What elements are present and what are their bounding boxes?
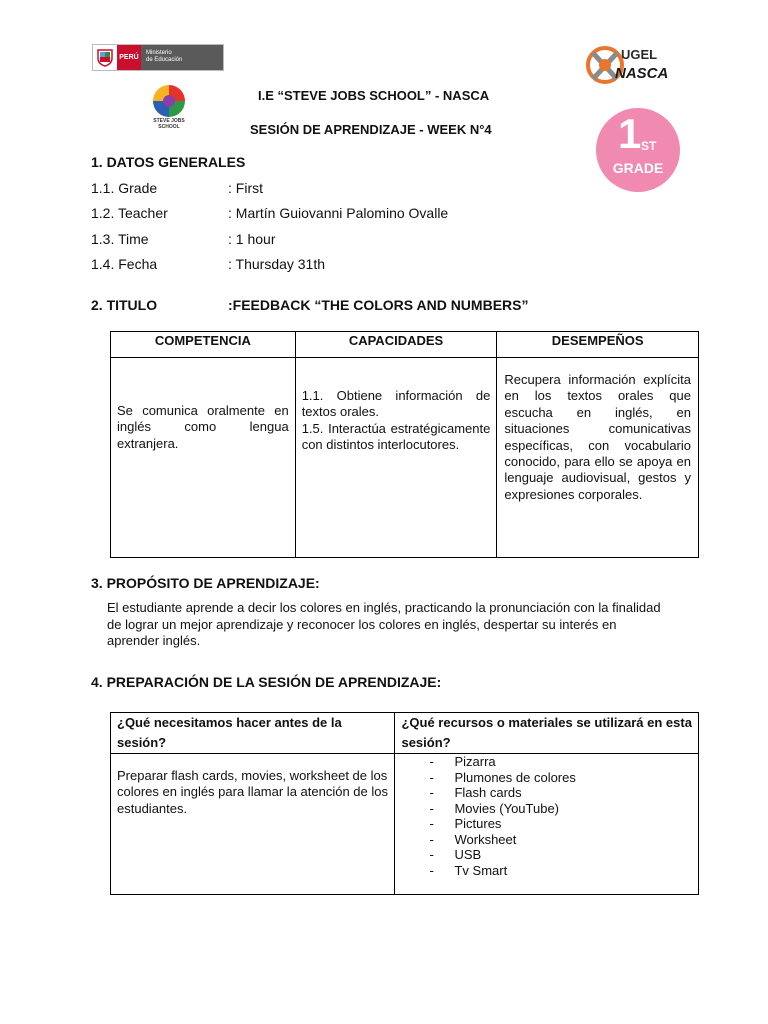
fecha-value: : Thursday 31th [228, 256, 326, 272]
competencia-cell [111, 358, 296, 558]
time-label: 1.3. Time [91, 231, 149, 247]
nasca-text: NASCA [615, 65, 669, 82]
steve-jobs-school-logo [148, 84, 190, 132]
competencias-table [110, 331, 699, 558]
session-title: SESIÓN DE APRENDIZAJE - WEEK N°4 [250, 122, 492, 137]
resource-item: - Pizarra [401, 754, 692, 770]
resources-list [401, 754, 692, 878]
grade-label: 1.1. Grade [91, 180, 158, 196]
peru-shield-icon [93, 45, 117, 70]
resource-item: - USB [401, 847, 692, 863]
teacher-value: : Martín Guiovanni Palomino Ovalle [228, 205, 449, 221]
header-competencia: COMPETENCIA [111, 332, 296, 358]
desempenos-text: Recupera información explícita en los textos orales que escucha en inglés, en situaciones comunicativas específicas, con vocabulario conocido, para ello se apoya en lenguaje audiovisual, gestos y expresiones corporales. [504, 372, 691, 502]
resource-item: - Flash cards [401, 785, 692, 801]
datos-generales-heading: 1. DATOS GENERALES [91, 154, 246, 170]
peru-label: PERÚ [117, 45, 141, 70]
ministry-line-1: Ministerio [146, 50, 172, 56]
ministry-label [141, 45, 223, 70]
fecha-label: 1.4. Fecha [91, 256, 158, 272]
prep-antes-cell [111, 754, 395, 895]
preparacion-heading: 4. PREPARACIÓN DE LA SESIÓN DE APRENDIZAJE: [91, 674, 442, 690]
prep-header-antes: ¿Qué necesitamos hacer antes de la sesión? [111, 713, 395, 754]
header-desempenos: DESEMPEÑOS [497, 332, 699, 358]
first-grade-badge [596, 108, 680, 192]
titulo-label: 2. TITULO [91, 297, 158, 313]
titulo-value: :FEEDBACK “THE COLORS AND NUMBERS” [228, 297, 529, 313]
desempenos-cell [497, 358, 699, 558]
teacher-label: 1.2. Teacher [91, 205, 168, 221]
school-logo-caption: STEVE JOBS SCHOOL [153, 118, 185, 130]
ugel-nasca-logo [585, 43, 675, 88]
capacidad-2-text: 1.5. Interactúa estratégicamente con distintos interlocutores. [301, 420, 491, 453]
capacidades-cell [295, 358, 497, 558]
prep-header-recursos: ¿Qué recursos o materiales se utilizará en esta sesión? [395, 713, 699, 754]
capacidad-1-text: 1.1. Obtiene información de textos orales. [301, 388, 491, 420]
time-value: : 1 hour [228, 231, 276, 247]
prep-recursos-cell [395, 754, 699, 895]
competencia-text: Se comunica oralmente en inglés como lengua extranjera. [117, 403, 289, 451]
proposito-text: El estudiante aprende a decir los colores en inglés, practicando la pronunciación con la finalidad de lograr un mejor aprendizaje y reconocer los colores en inglés, despertar su interés en aprender inglés. [107, 600, 661, 648]
prep-antes-text: Preparar flash cards, movies, worksheet de los colores en inglés para llamar la atención de los estudiantes. [117, 768, 388, 816]
resource-item: - Plumones de colores [401, 770, 692, 786]
resource-item: - Tv Smart [401, 863, 692, 879]
grade-value: : First [228, 180, 263, 196]
header-capacidades: CAPACIDADES [295, 332, 497, 358]
ministry-line-2: de Educación [146, 57, 183, 63]
grade-suffix: ST [641, 139, 657, 153]
grade-word: GRADE [612, 160, 664, 176]
ministerio-educacion-logo [92, 44, 224, 71]
ugel-text: UGEL [621, 47, 658, 62]
school-emblem-icon [152, 84, 186, 118]
school-title: I.E “STEVE JOBS SCHOOL” - NASCA [258, 88, 490, 103]
resource-item: - Worksheet [401, 832, 692, 848]
resource-item: - Movies (YouTube) [401, 801, 692, 817]
resource-item: - Pictures [401, 816, 692, 832]
proposito-heading: 3. PROPÓSITO DE APRENDIZAJE: [91, 575, 320, 591]
preparacion-table [110, 712, 699, 895]
grade-number: 1 [618, 110, 642, 157]
